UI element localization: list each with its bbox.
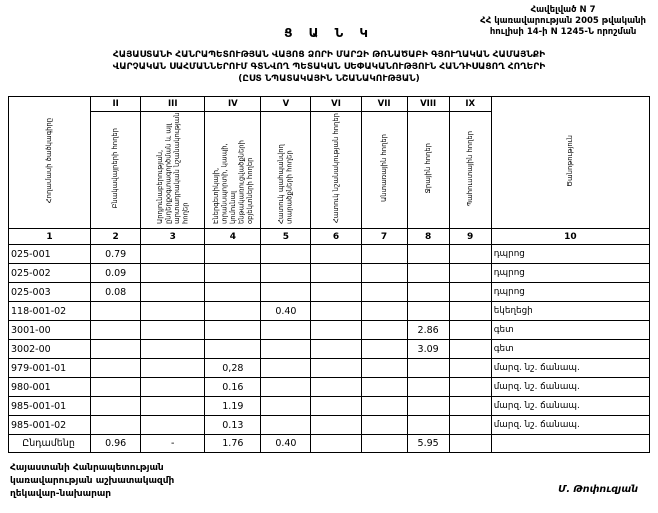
value-cell [361,359,407,378]
value-cell [91,302,141,321]
total-value-cell: 0.40 [261,435,311,453]
value-cell [449,378,491,397]
value-cell [205,283,261,302]
total-label-cell: Ընդամենը [9,435,91,453]
value-cell [141,397,205,416]
roman-numeral: IX [449,97,491,112]
parcel-code-cell: 025-002 [9,264,91,283]
value-cell [407,397,449,416]
note-cell: դպրոց [491,264,649,283]
table-row [9,397,650,416]
value-cell [361,378,407,397]
value-cell [261,397,311,416]
footer-line-2: կառավարության աշխատակազմի [10,476,175,487]
value-cell [91,378,141,397]
value-cell [449,340,491,359]
note-cell: մարզ. նշ. ճանապ. [491,359,649,378]
footer-line-3: ղեկավար-նախարար [10,488,112,499]
value-cell [261,378,311,397]
table-row [9,283,650,302]
value-cell [311,302,361,321]
appendix-line-2: ՀՀ կառավարության 2005 թվականի [480,16,646,27]
value-cell: 3.09 [407,340,449,359]
column-header [91,112,141,229]
value-cell [449,359,491,378]
roman-numeral: VI [311,97,361,112]
total-value-cell [361,435,407,453]
note-cell [491,435,649,453]
value-cell [261,340,311,359]
value-cell [407,245,449,264]
heading-line-2: ՎԱՐՉԱԿԱՆ ՍԱՀՄԱՆՆԵՐՈՒՄ ԳՏՆՎՈՂ ՊԵՏԱԿԱՆ ՍԵՓԱԿԱՆՈՒԹՅՈՒՆ ՀԱՆԴԻՍԱՑՈՂ ՀՈՂԵՐԻ [112,62,546,73]
value-cell [361,416,407,435]
total-value-cell [311,435,361,453]
value-cell: 0,28 [205,359,261,378]
value-cell: 0.13 [205,416,261,435]
document-title: Ց Ա Ն Կ [284,26,374,40]
column-number: 1 [9,229,91,245]
note-cell: մարզ. նշ. ճանապ. [491,397,649,416]
column-header-text: Հողամասի ծածկագիրը [45,118,54,204]
value-cell [261,245,311,264]
value-cell: 0.09 [91,264,141,283]
column-header [311,112,361,229]
value-cell: 1.19 [205,397,261,416]
heading-line-1: ՀԱՅԱՍՏԱՆԻ ՀԱՆՐԱՊԵՏՈՒԹՅԱՆ ՎԱՅՈՑ ՁՈՐԻ ՄԱՐԶԻ ԹՌՆԱԾԱԲԻ ԳՅՈՒՂԱԿԱՆ ՀԱՄԱՅՆՔԻ [112,50,546,60]
parcel-code-cell: 118-001-02 [9,302,91,321]
value-cell [449,283,491,302]
value-cell [91,340,141,359]
total-row [9,435,650,453]
value-cell [449,264,491,283]
column-header-text: Հատուկ նշանակության հողեր [331,113,340,224]
column-number: 5 [261,229,311,245]
appendix-block [480,5,646,38]
column-header-text: Անտառային հողեր [379,134,388,203]
parcel-code-cell: 985-001-01 [9,397,91,416]
column-header-text: Ծանոթություն [566,135,575,187]
value-cell [361,321,407,340]
column-header [205,112,261,229]
total-value-cell: 1.76 [205,435,261,453]
column-number: 9 [449,229,491,245]
value-cell [141,359,205,378]
total-value-cell: 5.95 [407,435,449,453]
value-cell [91,397,141,416]
value-cell [449,416,491,435]
value-cell [361,264,407,283]
note-cell: մարզ. նշ. ճանապ. [491,378,649,397]
column-number: 3 [141,229,205,245]
value-cell [449,397,491,416]
value-cell [141,416,205,435]
value-cell: 0.40 [261,302,311,321]
table-row [9,416,650,435]
land-table [8,96,650,453]
parcel-code-cell: 980-001 [9,378,91,397]
value-cell [141,264,205,283]
signature-name: Մ. Թոփուզյան [558,484,638,495]
value-cell [449,302,491,321]
value-cell [407,359,449,378]
value-cell [141,302,205,321]
value-cell: 0.08 [91,283,141,302]
column-header [449,112,491,229]
parcel-code-cell: 025-003 [9,283,91,302]
appendix-line-1: Հավելված N 7 [530,5,596,15]
parcel-code-cell: 985-001-02 [9,416,91,435]
table-row [9,321,650,340]
total-value-cell [449,435,491,453]
column-header [407,112,449,229]
heading-line-3: (ԸՍՏ ՆՊԱՏԱԿԱՅԻՆ ՆՇԱՆԱԿՈՒԹՅԱՆ) [238,74,420,85]
value-cell [261,416,311,435]
value-cell [311,416,361,435]
value-cell [205,245,261,264]
value-cell [311,340,361,359]
roman-numeral: VIII [407,97,449,112]
value-cell [449,321,491,340]
value-cell [205,302,261,321]
note-cell: դպրոց [491,283,649,302]
table-row [9,245,650,264]
total-value-cell: - [141,435,205,453]
value-cell [311,283,361,302]
column-number: 10 [491,229,649,245]
roman-numeral: III [141,97,205,112]
value-cell [361,283,407,302]
value-cell [311,397,361,416]
value-cell [361,245,407,264]
value-cell [407,302,449,321]
value-cell [407,264,449,283]
value-cell: 0.79 [91,245,141,264]
value-cell [91,416,141,435]
value-cell [261,264,311,283]
note-cell: գետ [491,321,649,340]
column-header-text: Պահուստային հողեր [465,130,474,207]
note-cell: մարզ. նշ. ճանապ. [491,416,649,435]
value-cell [361,302,407,321]
value-cell [141,283,205,302]
column-header-text: Հատուկ պահպանվող տարածքների հողեր [277,144,294,225]
column-header-text: Արդյունաբերության, ընդերքօգտագործման և այլ արտադրական նշանակության հողեր [155,112,190,225]
total-value-cell: 0.96 [91,435,141,453]
value-cell [311,264,361,283]
footer-block [8,462,650,500]
table-row [9,264,650,283]
table-row [9,340,650,359]
column-number: 6 [311,229,361,245]
value-cell [91,359,141,378]
parcel-code-cell: 979-001-01 [9,359,91,378]
column-header-parcel-code [9,97,91,229]
roman-numeral: IV [205,97,261,112]
table-row [9,359,650,378]
value-cell: 0.16 [205,378,261,397]
column-header [141,112,205,229]
value-cell [407,378,449,397]
table-row [9,378,650,397]
value-cell [205,264,261,283]
value-cell [261,321,311,340]
column-header-text: Ջրային հողեր [423,143,432,194]
value-cell [449,245,491,264]
value-cell [261,359,311,378]
note-cell: գետ [491,340,649,359]
parcel-code-cell: 3002-00 [9,340,91,359]
value-cell [91,321,141,340]
value-cell [141,321,205,340]
value-cell [141,340,205,359]
value-cell [311,378,361,397]
table-row [9,302,650,321]
column-header-text: Բնակավայրերի հողեր [111,128,120,209]
value-cell [141,245,205,264]
column-number: 7 [361,229,407,245]
value-cell [311,359,361,378]
value-cell [407,283,449,302]
value-cell [311,245,361,264]
parcel-code-cell: 025-001 [9,245,91,264]
document-heading [8,49,650,85]
value-cell [205,340,261,359]
roman-numeral: V [261,97,311,112]
value-cell: 2.86 [407,321,449,340]
column-header [361,112,407,229]
note-cell: եկեղեցի [491,302,649,321]
parcel-code-cell: 3001-00 [9,321,91,340]
header-row-roman [9,97,650,112]
value-cell [311,321,361,340]
footer-line-1: Հայաստանի Հանրապետության [10,463,164,474]
value-cell [361,397,407,416]
value-cell [407,416,449,435]
column-number: 4 [205,229,261,245]
column-header-text: Էներգետիկայի, տրանսպորտի, կապի, կոմունալ ենթակառուցվածքների օբյեկտների հողեր [211,140,254,225]
header-row-numbers [9,229,650,245]
appendix-line-3: հուլիսի 14-ի N 1245-Ն որոշման [489,27,637,38]
value-cell [141,378,205,397]
value-cell [361,340,407,359]
roman-numeral: II [91,97,141,112]
column-header-note [491,97,649,229]
roman-numeral: VII [361,97,407,112]
note-cell: դպրոց [491,245,649,264]
value-cell [261,283,311,302]
column-header [261,112,311,229]
column-number: 8 [407,229,449,245]
column-number: 2 [91,229,141,245]
value-cell [205,321,261,340]
